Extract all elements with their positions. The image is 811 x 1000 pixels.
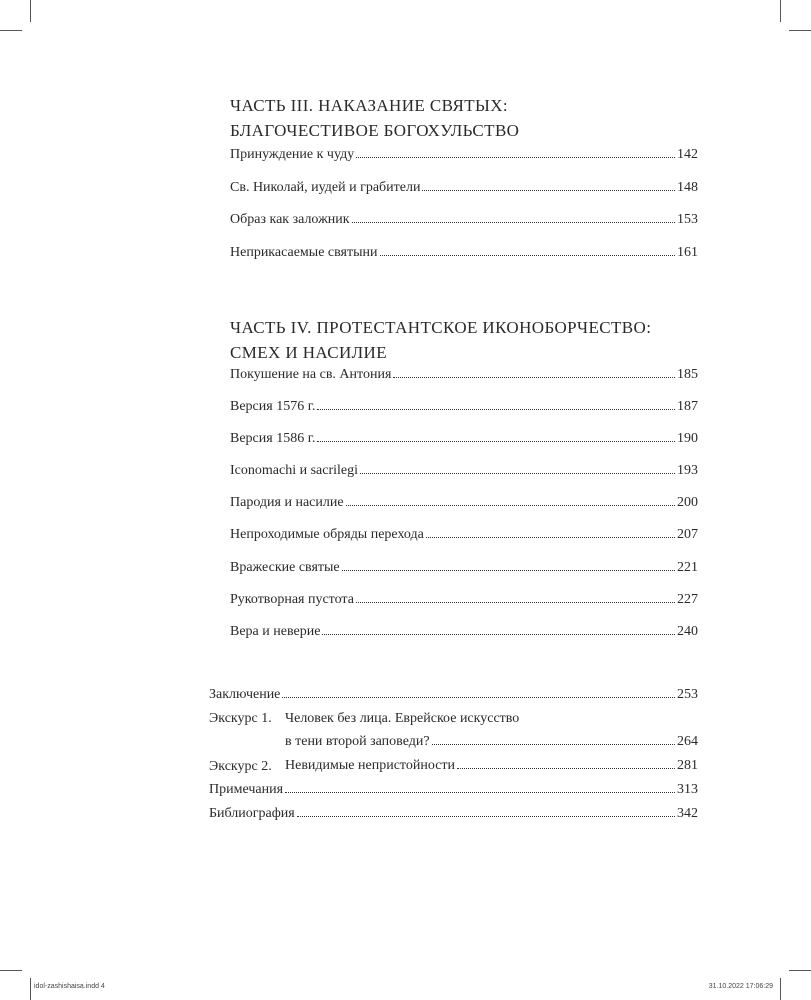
toc-entry-page: 227 <box>677 592 698 607</box>
toc-entry-page: 221 <box>677 560 698 575</box>
toc-entry[interactable] <box>230 495 698 517</box>
toc-entry-label: Вера и неверие <box>230 624 321 639</box>
crop-mark <box>30 978 31 1000</box>
leader-dots <box>356 157 675 158</box>
toc-entry-label: Версия 1576 г. <box>230 399 316 414</box>
crop-mark <box>0 30 22 31</box>
toc-entry-excursus-2[interactable] <box>285 758 698 780</box>
toc-entry[interactable] <box>230 527 698 549</box>
toc-entry-label: Библиография <box>209 806 295 821</box>
toc-entry-label: Пародия и насилие <box>230 495 344 510</box>
part-title <box>230 315 651 365</box>
toc-entry-page: 142 <box>677 147 698 162</box>
toc-entry-page: 281 <box>677 758 698 773</box>
leader-dots <box>457 768 675 769</box>
toc-entry[interactable] <box>230 367 698 389</box>
excursus-title-line: Человек без лица. Еврейское искусство <box>285 711 520 726</box>
toc-entry-page: 193 <box>677 463 698 478</box>
toc-entry-page: 148 <box>677 180 698 195</box>
toc-entry-label: Невидимые непристойности <box>285 758 456 773</box>
toc-entry-bibliography[interactable] <box>209 806 698 828</box>
toc-entry-label: Св. Николай, иудей и грабители <box>230 180 421 195</box>
toc-entry-label: Примечания <box>209 782 284 797</box>
toc-entry[interactable] <box>230 180 698 202</box>
toc-entry[interactable] <box>230 592 698 614</box>
toc-entry-label: Вражеские святые <box>230 560 340 575</box>
leader-dots <box>393 377 675 378</box>
part-title-line: ЧАСТЬ IV. ПРОТЕСТАНТСКОЕ ИКОНОБОРЧЕСТВО: <box>230 318 652 337</box>
toc-entry-page: 187 <box>677 399 698 414</box>
toc-entry-page: 264 <box>677 734 698 749</box>
leader-dots <box>342 570 675 571</box>
leader-dots <box>297 816 675 817</box>
toc-entry-conclusion[interactable] <box>209 687 698 709</box>
toc-entry-label: Версия 1586 г. <box>230 431 316 446</box>
toc-entry[interactable] <box>230 399 698 421</box>
toc-entry-page: 185 <box>677 367 698 382</box>
toc-entry[interactable] <box>230 463 698 485</box>
toc-entry-page: 240 <box>677 624 698 639</box>
leader-dots <box>317 409 675 410</box>
crop-mark <box>30 0 31 22</box>
print-slug-timestamp: 31.10.2022 17:06:29 <box>708 983 773 990</box>
part-title-line: БЛАГОЧЕСТИВОЕ БОГОХУЛЬСТВО <box>230 121 520 140</box>
toc-entry-page: 253 <box>677 687 698 702</box>
leader-dots <box>322 634 675 635</box>
crop-mark <box>780 0 781 22</box>
toc-entry-page: 153 <box>677 212 698 227</box>
part-title-line: СМЕХ И НАСИЛИЕ <box>230 343 388 362</box>
toc-entry-label: Неприкасаемые святыни <box>230 245 378 260</box>
crop-mark <box>789 970 811 971</box>
leader-dots <box>356 602 675 603</box>
toc-entry[interactable] <box>230 560 698 582</box>
crop-mark <box>0 970 22 971</box>
toc-entry-page: 342 <box>677 806 698 821</box>
leader-dots <box>317 441 675 442</box>
toc-entry-page: 313 <box>677 782 698 797</box>
excursus-number: Экскурс 1. <box>209 711 272 726</box>
leader-dots <box>380 255 676 256</box>
toc-entry-page: 200 <box>677 495 698 510</box>
toc-entry-label: Принуждение к чуду <box>230 147 355 162</box>
toc-entry-label: Iconomachi и sacrilegi <box>230 463 358 478</box>
part-title <box>230 93 519 143</box>
toc-entry[interactable] <box>230 245 698 267</box>
leader-dots <box>360 473 675 474</box>
toc-entry-label: Образ как заложник <box>230 212 350 227</box>
toc-entry-label: в тени второй заповеди? <box>285 734 430 749</box>
crop-mark <box>789 30 811 31</box>
toc-entry-label: Непроходимые обряды перехода <box>230 527 424 542</box>
toc-entry-label: Рукотворная пустота <box>230 592 354 607</box>
toc-entry-label: Покушение на св. Антония <box>230 367 392 382</box>
toc-entry-page: 161 <box>677 245 698 260</box>
toc-entry[interactable] <box>230 147 698 169</box>
print-slug-filename: idol-zashishaisa.indd 4 <box>34 983 105 990</box>
leader-dots <box>422 190 675 191</box>
toc-entry[interactable] <box>230 624 698 646</box>
crop-mark <box>780 978 781 1000</box>
toc-entry[interactable] <box>230 212 698 234</box>
leader-dots <box>282 697 675 698</box>
leader-dots <box>426 537 675 538</box>
toc-entry-page: 190 <box>677 431 698 446</box>
toc-entry-page: 207 <box>677 527 698 542</box>
excursus-number: Экскурс 2. <box>209 759 272 774</box>
leader-dots <box>285 792 675 793</box>
toc-entry[interactable] <box>230 431 698 453</box>
toc-entry-notes[interactable] <box>209 782 698 804</box>
toc-entry-excursus-1[interactable] <box>285 734 698 756</box>
toc-entry-label: Заключение <box>209 687 281 702</box>
leader-dots <box>346 505 675 506</box>
leader-dots <box>432 744 675 745</box>
part-title-line: ЧАСТЬ III. НАКАЗАНИЕ СВЯТЫХ: <box>230 96 509 115</box>
leader-dots <box>352 222 675 223</box>
